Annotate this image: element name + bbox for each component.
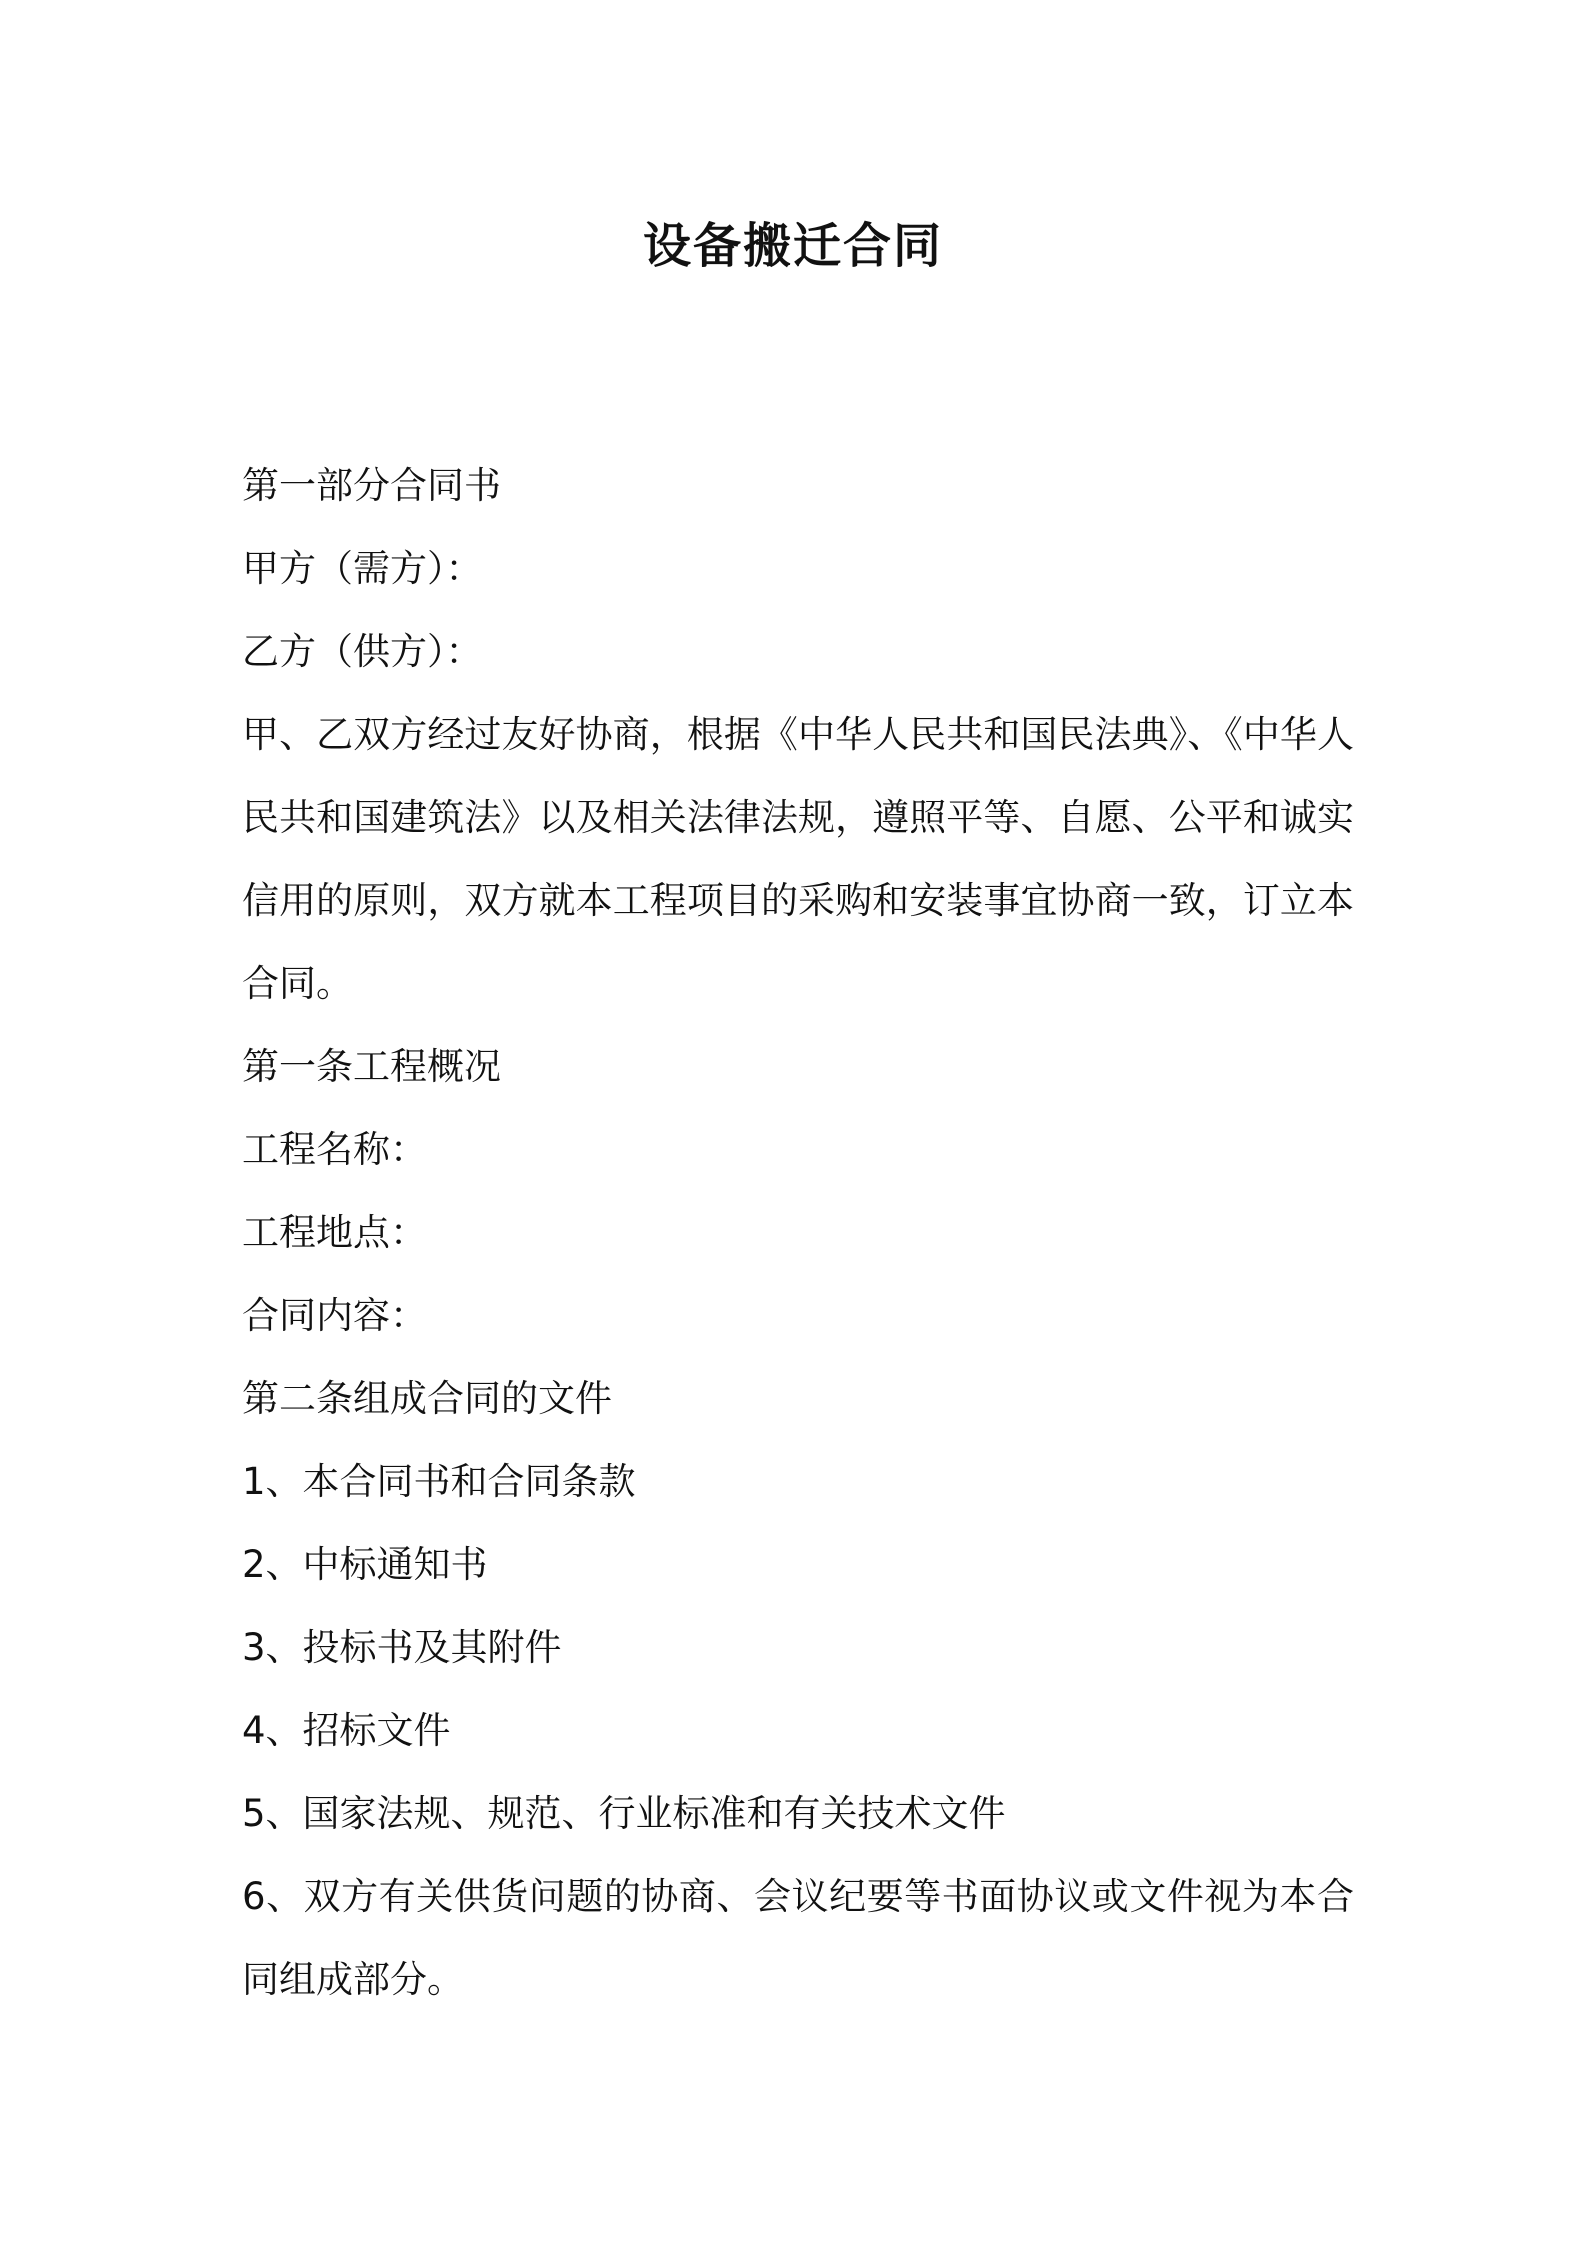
document-body [242,444,1354,2021]
list-item: 4、招标文件 [242,1709,451,1752]
project-location-line: 工程地点： [242,1211,427,1254]
project-name-line: 工程名称： [242,1128,427,1171]
list-item: 6、双方有关供货问题的协商、会议纪要等书面协议或文件视为本合同组成部分。 [242,1875,1354,2001]
list-item: 2、中标通知书 [242,1543,488,1586]
part-heading: 第一部分合同书 [242,464,501,507]
list-item: 1、本合同书和合同条款 [242,1460,636,1503]
list-item: 5、国家法规、规范、行业标准和有关技术文件 [242,1792,1006,1835]
party-b-line: 乙方（供方）： [242,630,483,673]
list-item: 3、投标书及其附件 [242,1626,562,1669]
document-title: 设备搬迁合同 [642,218,943,274]
article2-heading: 第二条组成合同的文件 [242,1377,612,1420]
preamble-paragraph: 甲、乙双方经过友好协商，根据《中华人民共和国民法典》、《中华人民共和国建筑法》以及相关法律法规，遵照平等、自愿、公平和诚实信用的原则，双方就本工程项目的采购和安装事宜协商一致，订立本合同。 [242,713,1354,1005]
contract-content-line: 合同内容： [242,1294,427,1337]
article1-heading: 第一条工程概况 [242,1045,501,1088]
party-a-line: 甲方（需方）： [242,547,483,590]
